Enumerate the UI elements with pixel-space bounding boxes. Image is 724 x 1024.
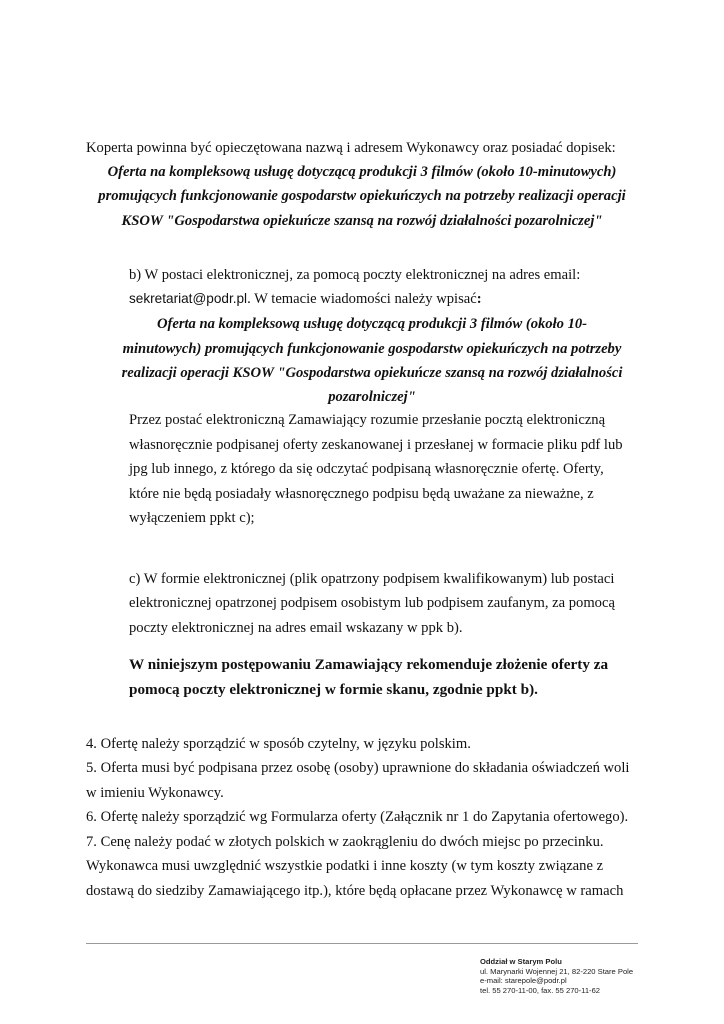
offer-title-line: promujących funkcjonowanie gospodarstw opiekuńczych na potrzeby realizacji operacji — [98, 188, 626, 204]
section-b-explanation-line: jpg lub innego, z którego da się odczytać podpisaną własnoręcznie ofertę. Oferty, — [129, 461, 604, 477]
point-line: dostawą do siedziby Zamawiającego itp.), które będą opłacane przez Wykonawcę w ramach — [86, 883, 624, 899]
section-c-line: c) W formie elektronicznej (plik opatrzony podpisem kwalifikowanym) lub postaci — [129, 571, 615, 587]
footer-phone: tel. 55 270-11-00, fax. 55 270-11-62 — [480, 985, 601, 995]
offer-title-line: KSOW "Gospodarstwa opiekuńcze szansą na rozwój działalności pozarolniczej" — [121, 213, 603, 229]
footer-email: e-mail: starepole@podr.pl — [480, 976, 567, 986]
footer-divider — [86, 943, 638, 944]
point-line: w imieniu Wykonawcy. — [86, 785, 224, 801]
footer-office: Oddział w Starym Polu — [480, 957, 562, 966]
section-c-line: elektronicznej opatrzonej podpisem osobistym lub podpisem zaufanym, za pomocą — [129, 595, 615, 611]
section-b-explanation-line: Przez postać elektroniczną Zamawiający rozumie przesłanie pocztą elektroniczną — [129, 412, 606, 428]
offer-title-line: Oferta na kompleksową usługę dotyczącą produkcji 3 filmów (około 10-minutowych) — [107, 164, 617, 180]
section-b-email-line — [129, 290, 482, 308]
offer-title-line: Oferta na kompleksową usługę dotyczącą produkcji 3 filmów (około 10- — [156, 316, 588, 332]
section-b-explanation-line: własnoręcznie podpisanej oferty zeskanowanej i przesłanej w formacie pliku pdf lub — [129, 437, 623, 453]
section-b-explanation-line: które nie będą posiadały własnoręcznego podpisu będą uważane za nieważne, z — [129, 486, 594, 502]
recommendation-line: pomocą poczty elektronicznej w formie skanu, zgodnie ppkt b). — [129, 681, 538, 698]
footer-contact — [480, 957, 633, 995]
point-line: 5. Oferta musi być podpisana przez osobę (osoby) uprawnione do składania oświadczeń woli — [86, 760, 630, 776]
offer-title-line: pozarolniczej" — [328, 389, 416, 405]
section-c-line: poczty elektronicznej na adres email wskazany w ppk b). — [129, 620, 463, 636]
offer-title-line: realizacji operacji KSOW "Gospodarstwa opiekuńcze szansą na rozwój działalności — [121, 365, 623, 381]
point-line: 7. Cenę należy podać w złotych polskich w zaokrągleniu do dwóch miejsc po przecinku. — [86, 834, 604, 850]
point-line: 6. Ofertę należy sporządzić wg Formularza oferty (Załącznik nr 1 do Zapytania ofertowego). — [86, 809, 629, 825]
colon: : — [476, 291, 482, 307]
section-b-intro: b) W postaci elektronicznej, za pomocą poczty elektronicznej na adres email: — [129, 267, 581, 283]
offer-title-line: minutowych) promujących funkcjonowanie gospodarstw opiekuńczych na potrzeby — [122, 341, 622, 357]
point-line: 4. Ofertę należy sporządzić w sposób czytelny, w języku polskim. — [86, 736, 471, 752]
subject-instruction: . W temacie wiadomości należy wpisać — [247, 291, 477, 307]
section-b-explanation-line: wyłączeniem ppkt c); — [129, 510, 255, 526]
footer-address: ul. Marynarki Wojennej 21, 82-220 Stare Pole — [480, 966, 634, 976]
envelope-instruction: Koperta powinna być opieczętowana nazwą i adresem Wykonawcy oraz posiadać dopisek: — [86, 140, 616, 156]
email-address: sekretariat@podr.pl — [129, 291, 248, 306]
recommendation-line: W niniejszym postępowaniu Zamawiający rekomenduje złożenie oferty za — [129, 656, 609, 673]
point-line: Wykonawca musi uwzględnić wszystkie podatki i inne koszty (w tym koszty związane z — [86, 858, 604, 874]
